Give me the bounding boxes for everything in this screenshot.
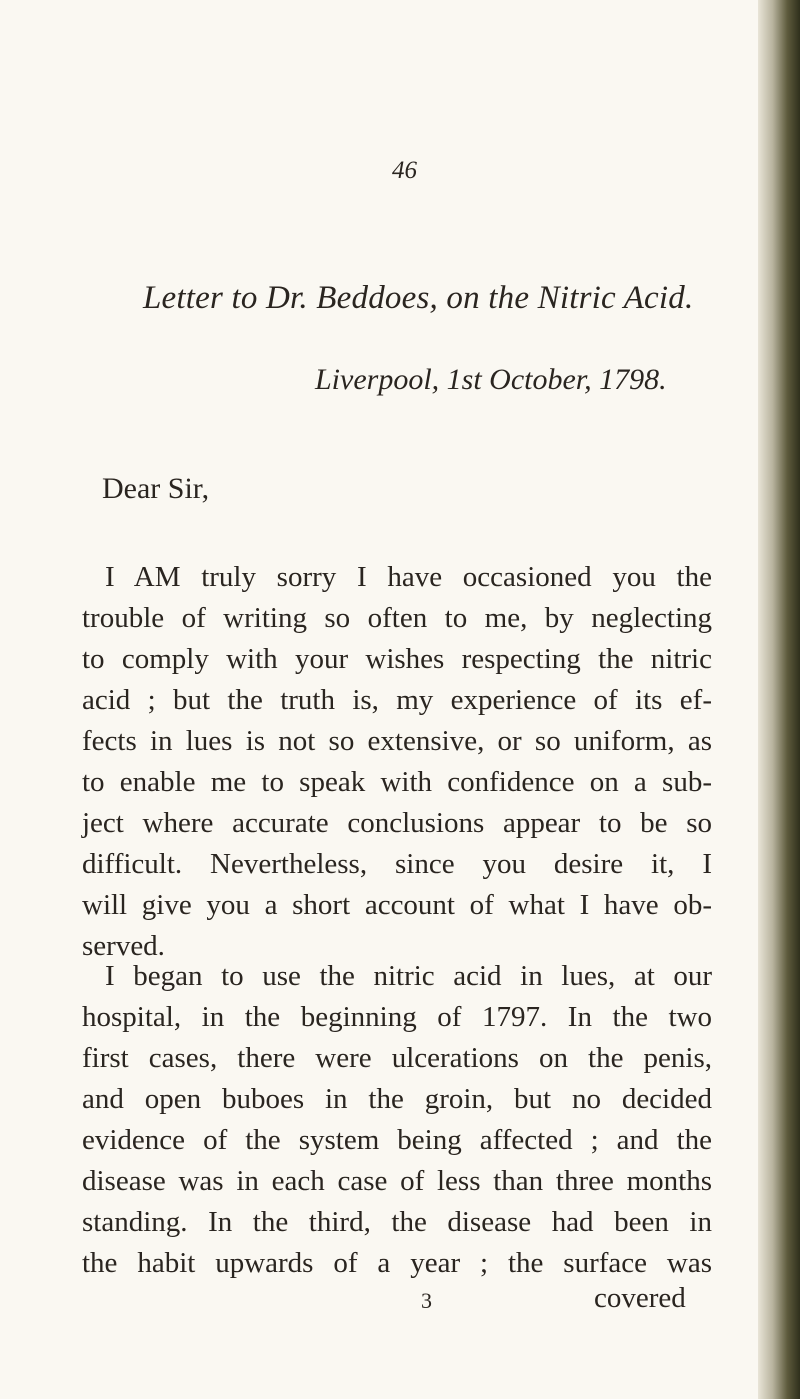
paragraph-line: will give you a short account of what I have ob-	[82, 889, 712, 921]
paragraph-line: served.	[82, 930, 165, 962]
catchword: covered	[594, 1282, 686, 1314]
paragraph-line: first cases, there were ulcerations on the penis,	[82, 1042, 712, 1074]
paragraph-line: and open buboes in the groin, but no decided	[82, 1083, 712, 1115]
paragraph-line: ject where accurate conclusions appear to be so	[82, 807, 712, 839]
paragraph-line: standing. In the third, the disease had been in	[82, 1206, 712, 1238]
paragraph-line: to comply with your wishes respecting the nitric	[82, 643, 712, 675]
paragraph-line: to enable me to speak with confidence on a sub-	[82, 766, 712, 798]
paragraph-line: fects in lues is not so extensive, or so uniform, as	[82, 725, 712, 757]
paragraph-line: evidence of the system being affected ; and the	[82, 1124, 712, 1156]
paragraph-line: acid ; but the truth is, my experience of its ef-	[82, 684, 712, 716]
paragraph-line: hospital, in the beginning of 1797. In the two	[82, 1001, 712, 1033]
paragraph-line: trouble of writing so often to me, by neglecting	[82, 602, 712, 634]
paragraph-line: difficult. Nevertheless, since you desire it, I	[82, 848, 712, 880]
signature-mark: 3	[421, 1288, 432, 1313]
paragraph-line: the habit upwards of a year ; the surface was	[82, 1247, 712, 1279]
page-number: 46	[392, 157, 417, 184]
paragraph-line: I AM truly sorry I have occasioned you the	[105, 561, 712, 593]
paragraph-line: disease was in each case of less than three months	[82, 1165, 712, 1197]
letter-dateline: Liverpool, 1st October, 1798.	[315, 363, 667, 396]
page-binding-edge	[758, 0, 800, 1399]
paragraph-line: I began to use the nitric acid in lues, at our	[105, 960, 712, 992]
letter-title: Letter to Dr. Beddoes, on the Nitric Acid.	[143, 280, 694, 316]
letter-salutation: Dear Sir,	[102, 472, 210, 505]
